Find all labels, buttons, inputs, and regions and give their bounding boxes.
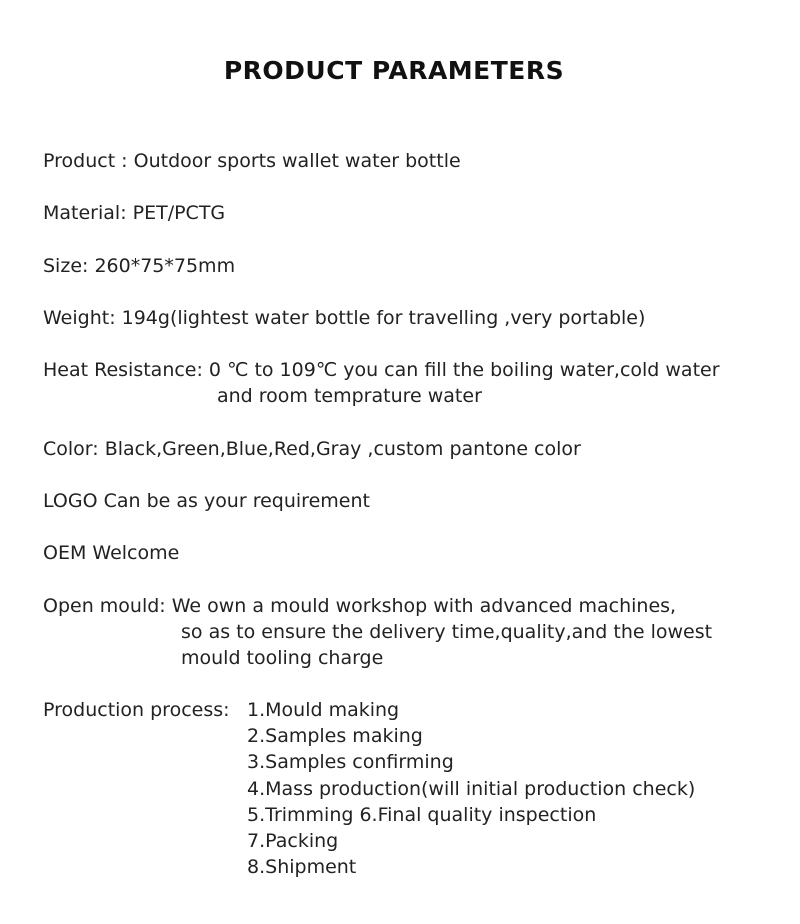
process-step: 7.Packing (247, 830, 339, 852)
size-line: Size: 260*75*75mm (43, 255, 236, 277)
weight-line: Weight: 194g(lightest water bottle for travelling ,very portable) (43, 307, 646, 329)
process-step: 1.Mould making (247, 699, 400, 721)
heat-resistance-continued: and room temprature water (217, 385, 482, 407)
process-step: 4.Mass production(will initial production check) (247, 778, 696, 800)
process-step: 3.Samples confirming (247, 751, 454, 773)
color-line: Color: Black,Green,Blue,Red,Gray ,custom pantone color (43, 438, 581, 460)
open-mould-continued-1: so as to ensure the delivery time,quality,and the lowest (181, 621, 713, 643)
open-mould-continued-2: mould tooling charge (181, 647, 384, 669)
production-process-label: Production process: (43, 699, 230, 721)
oem-line: OEM Welcome (43, 542, 180, 564)
process-step: 8.Shipment (247, 856, 357, 878)
material-line: Material: PET/PCTG (43, 202, 226, 224)
process-step: 5.Trimming 6.Final quality inspection (247, 804, 597, 826)
process-step: 2.Samples making (247, 725, 423, 747)
open-mould-line: Open mould: We own a mould workshop with advanced machines, (43, 595, 677, 617)
page-title: PRODUCT PARAMETERS (223, 56, 565, 85)
logo-line: LOGO Can be as your requirement (43, 490, 370, 512)
heat-resistance-line: Heat Resistance: 0 ℃ to 109℃ you can fill the boiling water,cold water (43, 359, 720, 381)
product-line: Product : Outdoor sports wallet water bottle (43, 150, 461, 172)
